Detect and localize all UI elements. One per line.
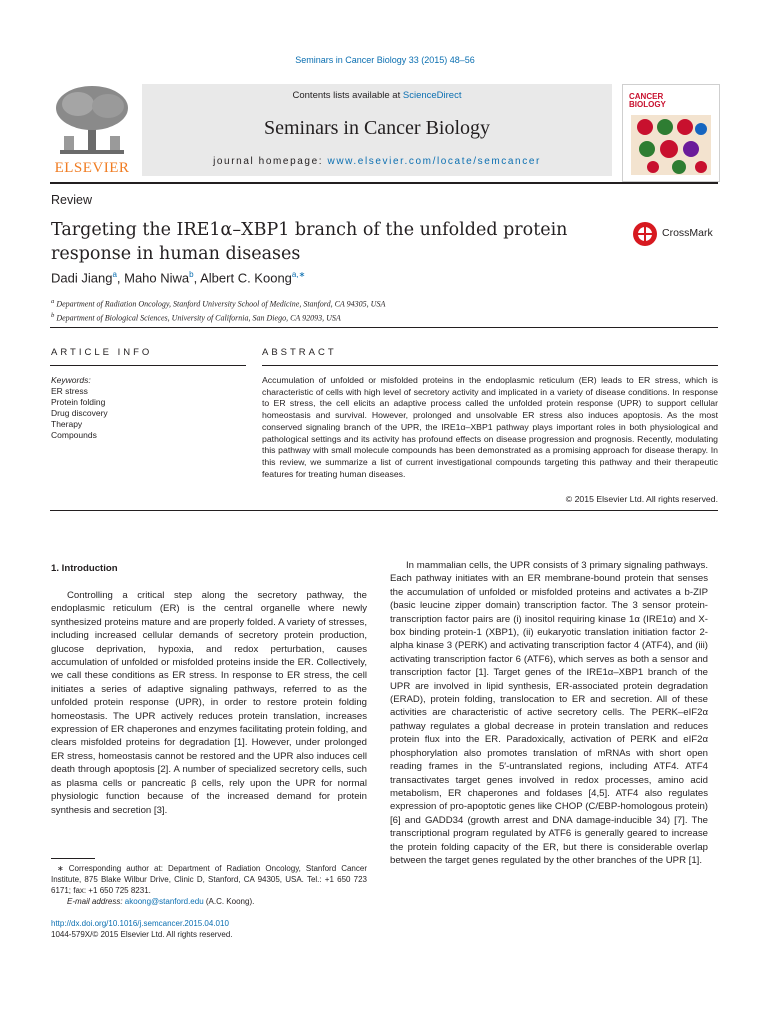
homepage-prefix: journal homepage: [213,156,328,167]
issn-line: 1044-579X/© 2015 Elsevier Ltd. All rights reserved. [51,930,233,939]
elsevier-wordmark: ELSEVIER [54,160,130,176]
affiliation-text: Department of Biological Sciences, University of California, San Diego, CA 92093, USA [56,313,341,323]
body-paragraph: Controlling a critical step along the secretory pathway, the endoplasmic reticulum (ER) is the central organelle where newly synthesized proteins mature and are properly folded. A variety of stresses, including increased cellular demands of secretory protein production, glucose deprivation, hypoxia, and redox perturbation, causes accumulation of unfolded or misfolded proteins inside the ER. Collectively, we call these conditions as ER stress. In response to ER stress, the cell initiates a series of adaptive signaling pathways, referred to as the unfolded protein response (UPR), in order to restore protein folding homeostasis. The UPR actively reduces protein translation, increases expression of ER chaperones and enzymes facilitating protein folding, and clears misfolded proteins for degradation [1]. However, under prolonged ER stress, homeostasis cannot be restored and the UPR also induces cell death through apoptosis [2]. A number of specialized secretory cells, such as plasma cells or pancreatic β cells, rely upon the UPR for normal physiologic function because of the increased demand for protein synthesis and secretion [3]. [51,590,367,816]
affiliation-mark: b [51,311,55,319]
body-left-column [51,589,367,817]
author-affil-mark[interactable]: a,∗ [291,270,306,279]
sciencedirect-link[interactable]: ScienceDirect [402,90,462,101]
affiliation-text: Department of Radiation Oncology, Stanford University School of Medicine, Stanford, CA 94305, USA [56,299,386,309]
journal-header [50,84,718,180]
crossmark-badge[interactable] [632,221,722,247]
corresponding-author-footnote [51,863,367,907]
section-title: 1. Introduction [51,563,118,574]
abstract-text: Accumulation of unfolded or misfolded proteins in the endoplasmic reticulum (ER) leads to ER stress, which is characteristic of cells with high level of secretory activity and implicated in a variety of disease conditions. In response to ER stress, the cell elicits an adaptive process called the unfolded protein response (UPR) to support cellular homeostasis and survival. However, prolonged and unsolvable ER stress also induces apoptosis. As the most conserved signaling branch of the UPR, the IRE1α–XBP1 pathway plays important roles in both physiological and pathological settings and its activity has profound effects on disease progression and prognosis. Recently, modulating this pathway with small molecule compounds has been demonstrated as a promising approach for disease therapy. In this review, we summarize a list of current investigational compounds targeting this pathway and their therapeutic features for treating human diseases. [262,375,718,479]
keywords-label: Keywords: [51,375,91,385]
article-title: Targeting the IRE1α–XBP1 branch of the unfolded protein response in human diseases [51,220,568,264]
homepage-link[interactable]: www.elsevier.com/locate/semcancer [327,156,541,167]
journal-cover-image [622,84,720,182]
contents-line [142,90,612,101]
abstract-bottom-rule [50,510,718,511]
body-right-column [390,559,708,867]
body-paragraph: In mammalian cells, the UPR consists of 3 primary signaling pathways. Each pathway initiates with an ER membrane-bound protein that senses the accumulation of unfolded or misfolded proteins and activates a b-ZIP (basic leucine zipper domain) transcription factor. The 3 sensor protein-transcription factor pairs are (i) inositol requiring kinase 1α (IRE1α) and X-box binding protein-1 (XBP1), (ii) eukaryotic translation initiation factor 2-alpha kinase 3 (PERK) and activating transcription factor 4 (ATF4), and (iii) activating transcription factor 6 (ATF6), which serves as both a sensor and transcription factor [1]. Target genes of the IRE1α–XBP1 branch of the UPR are involved in lipid synthesis, ER-associated protein degradation (ERAD), protein folding, translocation to ER and secretion. All of these activities are characteristic of active secretory cells. The PERK–eIF2α pathway regulates a global decrease in protein translation and reduces protein flux into the ER. Paradoxically, activation of PERK and eIF2α phosphorylation also promotes translation of mRNAs with short open reading frames in the 5′-untranslated regions, including ATF4. ATF4 transactivates target genes involved in redox processes, amino acid metabolism, ER chaperones and foldases [4,5]. ATF4 also regulates expression of pro-apoptotic genes like CHOP (C/EBP-homologous protein) [6] and GADD34 (growth arrest and DNA damage-inducible 34) [7]. The transcriptional program regulated by ATF6 is generally geared to increase the protein folding capacity of the ER, but there is considerable overlap between the target genes regulated by the other branches of the UPR [1]. [390,560,708,866]
keyword-item: Drug discovery [51,408,108,418]
article-type: Review [51,193,92,207]
cover-title-1: CANCER [629,92,664,101]
abstract-heading: ABSTRACT [262,347,337,358]
header-rule [50,182,718,184]
keyword-item: Compounds [51,430,97,440]
keywords-list [51,375,108,441]
author-email-link[interactable]: akoong@stanford.edu [124,897,204,906]
author-name: Dadi Jiang [51,270,113,286]
affiliation-mark: a [51,298,55,305]
homepage-line [142,156,612,167]
author-affil-mark[interactable]: b [189,270,194,279]
doi-block [51,918,233,940]
keyword-item: Therapy [51,419,83,429]
footnote-rule [51,858,95,859]
author-name: Albert C. Koong [200,270,292,286]
affiliation-item [51,296,385,310]
footnote-text: ∗ Corresponding author at: Department of Radiation Oncology, Stanford Cancer Institute, 875 Blake Wilbur Drive, Clinic D, Stanford, CA 94305, USA. Tel.: +1 650 723 6171; fax: +1 650 725 8231. [51,864,367,895]
author-list: Dadi Jiang$^a$, Maho Niwa$^b$, Albert C. Koong$^{a,∗}$ [51,270,306,286]
crossmark-label: CrossMark [662,227,713,239]
journal-citation-link[interactable]: Seminars in Cancer Biology 33 (2015) 48–56 [295,55,475,65]
affiliation-rule [50,327,718,328]
article-info-rule [50,365,246,366]
author-name: Maho Niwa [124,270,190,286]
doi-link[interactable]: http://dx.doi.org/10.1016/j.semcancer.2015.04.010 [51,919,229,928]
abstract-rule [262,365,718,366]
keyword-item: ER stress [51,386,88,396]
contents-prefix: Contents lists available at [292,90,403,101]
cover-title-2: BIOLOGY [629,100,666,109]
crossmark-icon [632,221,658,247]
article-info-heading: ARTICLE INFO [51,347,153,358]
affiliation-item [51,310,385,324]
affiliations [51,296,385,323]
email-suffix: (A.C. Koong). [203,897,255,906]
journal-name: Seminars in Cancer Biology [263,117,491,139]
email-label: E-mail address: [67,897,125,906]
author-affil-mark[interactable]: a [112,270,117,279]
keyword-item: Protein folding [51,397,106,407]
abstract-copyright: © 2015 Elsevier Ltd. All rights reserved. [565,494,718,504]
